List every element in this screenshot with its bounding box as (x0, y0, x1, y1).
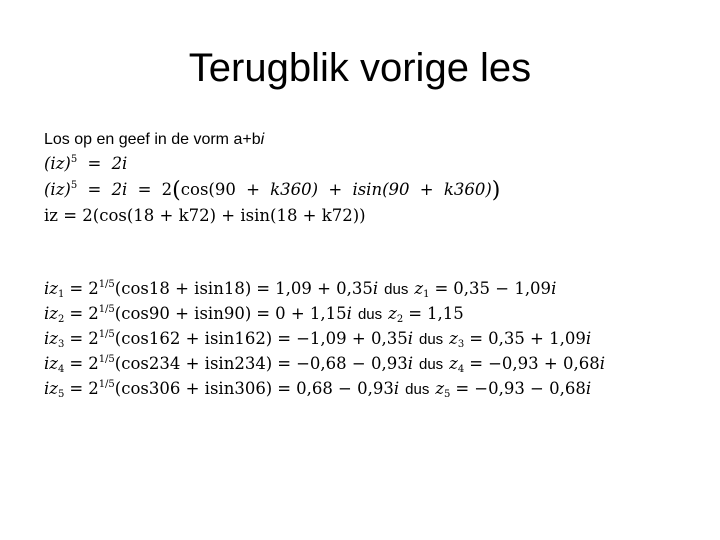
equation-line-1 (44, 152, 704, 176)
solution-base: 2 (88, 329, 99, 348)
solution-equals-3: = (408, 304, 423, 323)
solution-z: z (449, 329, 458, 348)
solution-index: 3 (57, 339, 65, 350)
solution-row (44, 376, 704, 401)
solution-iz: iz (44, 329, 58, 348)
eq1-lhs: (iz) (44, 154, 71, 173)
solution-equals: = (69, 379, 84, 398)
solution-z: z (449, 354, 458, 373)
solution-row (44, 326, 704, 351)
eq2-k1: k360) (270, 180, 319, 199)
eq1-rhs: 2i (111, 154, 128, 173)
solution-z-value: 0,35 − 1,09 (453, 279, 552, 298)
solution-equals-3: = (455, 379, 470, 398)
solution-value-i: i (407, 354, 413, 373)
eq2-plus-1: + (246, 180, 260, 199)
task-instruction-text: Los op en geef in de vorm a+b (44, 131, 261, 148)
solutions-list (44, 276, 704, 401)
solution-z: z (388, 304, 397, 323)
solution-base: 2 (88, 379, 99, 398)
solution-dus: dus (418, 356, 444, 373)
eq2-plus-2: + (328, 180, 343, 199)
solution-z: z (435, 379, 445, 398)
solution-power: 1/5 (98, 329, 115, 340)
eq3-text: iz = 2(cos(18 + k72) + isin(18 + k72)) (44, 206, 366, 225)
equation-line-2 (44, 176, 704, 204)
slide-content (44, 128, 704, 401)
solution-argument: (cos306 + isin306) (114, 379, 273, 398)
solution-iz: iz (44, 354, 58, 373)
solution-z-index: 1 (423, 289, 430, 300)
solution-z-index: 2 (396, 314, 404, 325)
solution-power: 1/5 (98, 279, 115, 290)
solution-value: 0 + 1,15 (275, 304, 347, 323)
solution-z-var: i (585, 329, 592, 348)
eq2-equals-2: = (137, 180, 152, 199)
solution-row (44, 301, 704, 326)
solution-row (44, 276, 704, 301)
solution-z-value: 1,15 (427, 304, 464, 323)
solution-value: −0,68 − 0,93 (296, 354, 408, 373)
slide-title: Terugblik vorige les (188, 46, 532, 90)
eq2-coef: 2 (161, 180, 173, 199)
eq2-open-paren: ( (172, 178, 181, 203)
task-instruction-var: i (260, 131, 265, 148)
solution-base: 2 (88, 304, 99, 323)
solution-power: 1/5 (98, 379, 115, 390)
solution-value: 1,09 + 0,35 (275, 279, 373, 298)
eq2-equals: = (87, 180, 102, 199)
solution-equals-2: = (256, 279, 271, 298)
eq2-plus-3: + (419, 180, 434, 199)
solution-equals-3: = (469, 329, 484, 348)
solution-dus: dus (418, 331, 444, 348)
solution-equals-2: = (277, 329, 292, 348)
solution-power: 1/5 (98, 304, 115, 315)
equation-line-3 (44, 204, 704, 228)
solution-value-i: i (372, 279, 379, 298)
solution-argument: (cos90 + isin90) (114, 304, 252, 323)
task-instruction (44, 128, 704, 152)
solution-equals: = (69, 279, 84, 298)
solution-equals-2: = (277, 379, 292, 398)
eq2-exp: 5 (70, 180, 78, 191)
solution-equals-3: = (434, 279, 449, 298)
eq1-exp: 5 (70, 154, 78, 165)
solution-base: 2 (88, 354, 99, 373)
solution-z-value: −0,93 − 0,68 (474, 379, 586, 398)
solution-index: 4 (57, 364, 65, 375)
solution-z-index: 4 (457, 364, 465, 375)
solution-value-i: i (393, 379, 400, 398)
solution-power: 1/5 (98, 354, 115, 365)
eq2-isin: isin(90 (352, 180, 410, 199)
solution-value: 0,68 − 0,93 (296, 379, 394, 398)
solution-iz: iz (44, 304, 58, 323)
solution-dus: dus (384, 281, 409, 298)
solution-index: 1 (57, 289, 65, 300)
solution-equals: = (69, 304, 84, 323)
solution-z-var: i (585, 379, 592, 398)
solution-dus: dus (357, 306, 383, 323)
eq2-lhs: (iz) (44, 180, 71, 199)
solution-z-var: i (599, 354, 605, 373)
solution-index: 2 (57, 314, 65, 325)
eq2-mid: 2i (111, 180, 128, 199)
solution-iz: iz (44, 379, 58, 398)
solution-equals: = (69, 329, 84, 348)
solution-equals-2: = (277, 354, 292, 373)
solution-iz: iz (44, 279, 58, 298)
solution-index: 5 (57, 389, 65, 400)
solution-equals-3: = (469, 354, 484, 373)
solution-value: −1,09 + 0,35 (296, 329, 408, 348)
eq2-k2: k360) (443, 180, 492, 199)
solution-row (44, 351, 704, 376)
solution-equals: = (69, 354, 84, 373)
eq2-cos: cos(90 (180, 180, 236, 199)
solution-argument: (cos234 + isin234) (114, 354, 273, 373)
solution-z-value: 0,35 + 1,09 (488, 329, 586, 348)
solution-argument: (cos18 + isin18) (114, 279, 252, 298)
solution-dus: dus (405, 381, 430, 398)
eq1-equals: = (87, 154, 102, 173)
solution-z: z (414, 279, 424, 298)
spacer (44, 228, 704, 276)
solution-equals-2: = (256, 304, 271, 323)
solution-base: 2 (88, 279, 99, 298)
eq2-close-paren: ) (491, 178, 501, 203)
solution-value-i: i (346, 304, 352, 323)
solution-argument: (cos162 + isin162) (114, 329, 273, 348)
solution-z-index: 3 (457, 339, 465, 350)
solution-value-i: i (407, 329, 413, 348)
solution-z-var: i (551, 279, 557, 298)
solution-z-index: 5 (444, 389, 451, 400)
solution-z-value: −0,93 + 0,68 (488, 354, 600, 373)
